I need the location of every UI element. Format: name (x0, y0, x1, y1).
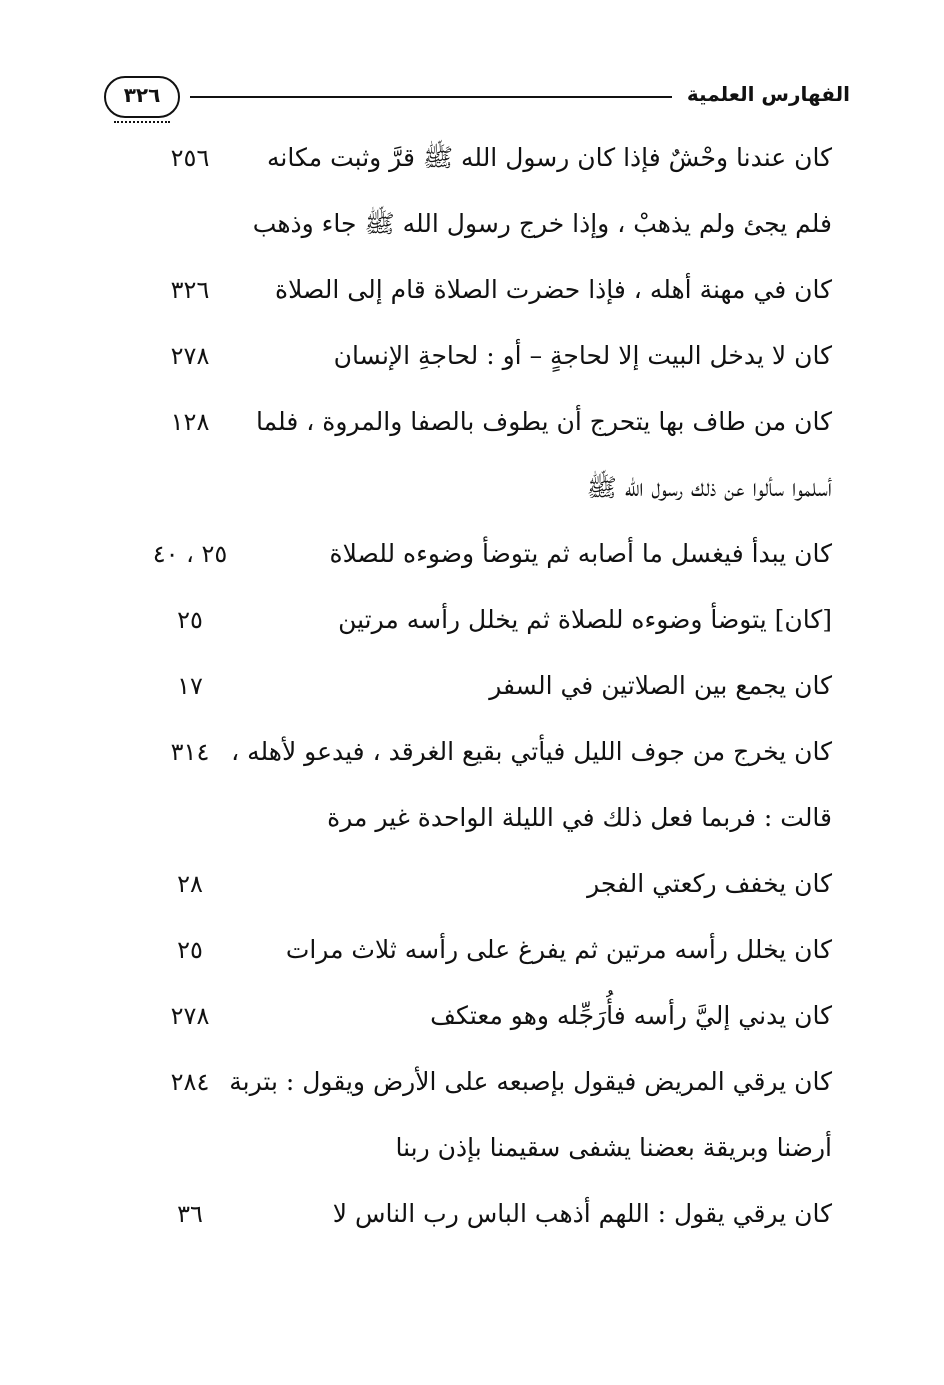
index-entry (110, 851, 832, 917)
header-rule (190, 96, 672, 98)
entry-line: كان يخلل رأسه مرتين ثم يفرغ على رأسه ثلاث مرات (285, 935, 832, 964)
entry-line: فلم يجئ ولم يذهبْ ، وإذا خرج رسول الله ﷺ جاء وذهب (252, 209, 832, 238)
entry-line: كان يجمع بين الصلاتين في السفر (489, 671, 832, 700)
page-number: ٣٢٦ (123, 83, 161, 107)
entry-page-number: ٢٧٨ (170, 342, 210, 370)
entry-page-number: ٢٨ (177, 870, 203, 898)
entry-text (229, 1049, 832, 1181)
page-number-frame (104, 76, 180, 118)
entry-text (270, 1181, 832, 1247)
entry-line: كان من طاف بها يتحرج أن يطوف بالصفا والمروة ، فلما (255, 407, 832, 436)
index-entry (110, 653, 832, 719)
index-entry (110, 1181, 832, 1247)
entry-page-number: ٢٨٤ (170, 1068, 210, 1096)
entry-page-number: ٣١٤ (170, 738, 210, 766)
page-header (90, 64, 850, 126)
entry-line: كان يرقي يقول : اللهم أذهب الباس رب الناس لا (332, 1199, 832, 1228)
entry-page-number: ٣٢٦ (170, 276, 210, 304)
entry-text (270, 917, 832, 983)
index-entry (110, 323, 832, 389)
entry-text (270, 983, 832, 1049)
entry-line: أرضنا وبريقة بعضنا يشفى سقيمنا بإذن ربنا (395, 1133, 832, 1162)
entry-page-number: ١٢٨ (170, 408, 210, 436)
entry-page-number: ٢٥ (177, 936, 203, 964)
entry-text (270, 257, 832, 323)
entry-line: كان يخفف ركعتي الفجر (587, 869, 832, 898)
entry-line: [كان] يتوضأ وضوءه للصلاة ثم يخلل رأسه مرتين (338, 605, 832, 634)
entry-line: كان يدني إليَّ رأسه فأُرَجِّله وهو معتكف (430, 1001, 832, 1030)
entry-text (270, 521, 832, 587)
entry-line: كان يخرج من جوف الليل فيأتي بقيع الغرقد ، فيدعو لأهله ، (231, 737, 832, 766)
hadith-index-list (110, 125, 832, 1247)
entry-text (252, 125, 832, 257)
entry-line: كان في مهنة أهله ، فإذا حضرت الصلاة قام إلى الصلاة (275, 275, 832, 304)
entry-text (255, 389, 832, 521)
entry-page-number: ٢٧٨ (170, 1002, 210, 1030)
entry-text (270, 653, 832, 719)
entry-line: كان لا يدخل البيت إلا لحاجةٍ – أو : لحاجةِ الإنسان (333, 341, 832, 370)
entry-line: كان عندنا وحْشٌ فإذا كان رسول الله ﷺ قرَّ وثبت مكانه (266, 143, 832, 172)
entry-text (270, 323, 832, 389)
index-entry (110, 1049, 832, 1181)
entry-page-number: ٢٥٦ (170, 144, 210, 172)
entry-line: كان يبدأ فيغسل ما أصابه ثم يتوضأ وضوءه للصلاة (329, 539, 832, 568)
index-entry (110, 125, 832, 257)
running-title: الفهارس العلمية (686, 82, 850, 106)
index-entry (110, 983, 832, 1049)
entry-line: قالت : فربما فعل ذلك في الليلة الواحدة غير مرة (327, 803, 832, 832)
index-entry (110, 521, 832, 587)
entry-text (270, 851, 832, 917)
index-entry (110, 587, 832, 653)
index-entry (110, 389, 832, 521)
entry-page-number: ٢٥ (177, 606, 203, 634)
entry-line: أسلموا سألوا عن ذلك رسول الله ﷺ (586, 473, 832, 502)
index-entry (110, 719, 832, 851)
entry-line: كان يرقي المريض فيقول بإصبعه على الأرض ويقول : بتربة (229, 1067, 832, 1096)
entry-text (270, 587, 832, 653)
index-entry (110, 257, 832, 323)
entry-page-number: ٢٥ ، ٤٠ (152, 540, 228, 568)
entry-text (231, 719, 832, 851)
index-entry (110, 917, 832, 983)
entry-page-number: ١٧ (177, 672, 203, 700)
entry-page-number: ٣٦ (177, 1200, 203, 1228)
